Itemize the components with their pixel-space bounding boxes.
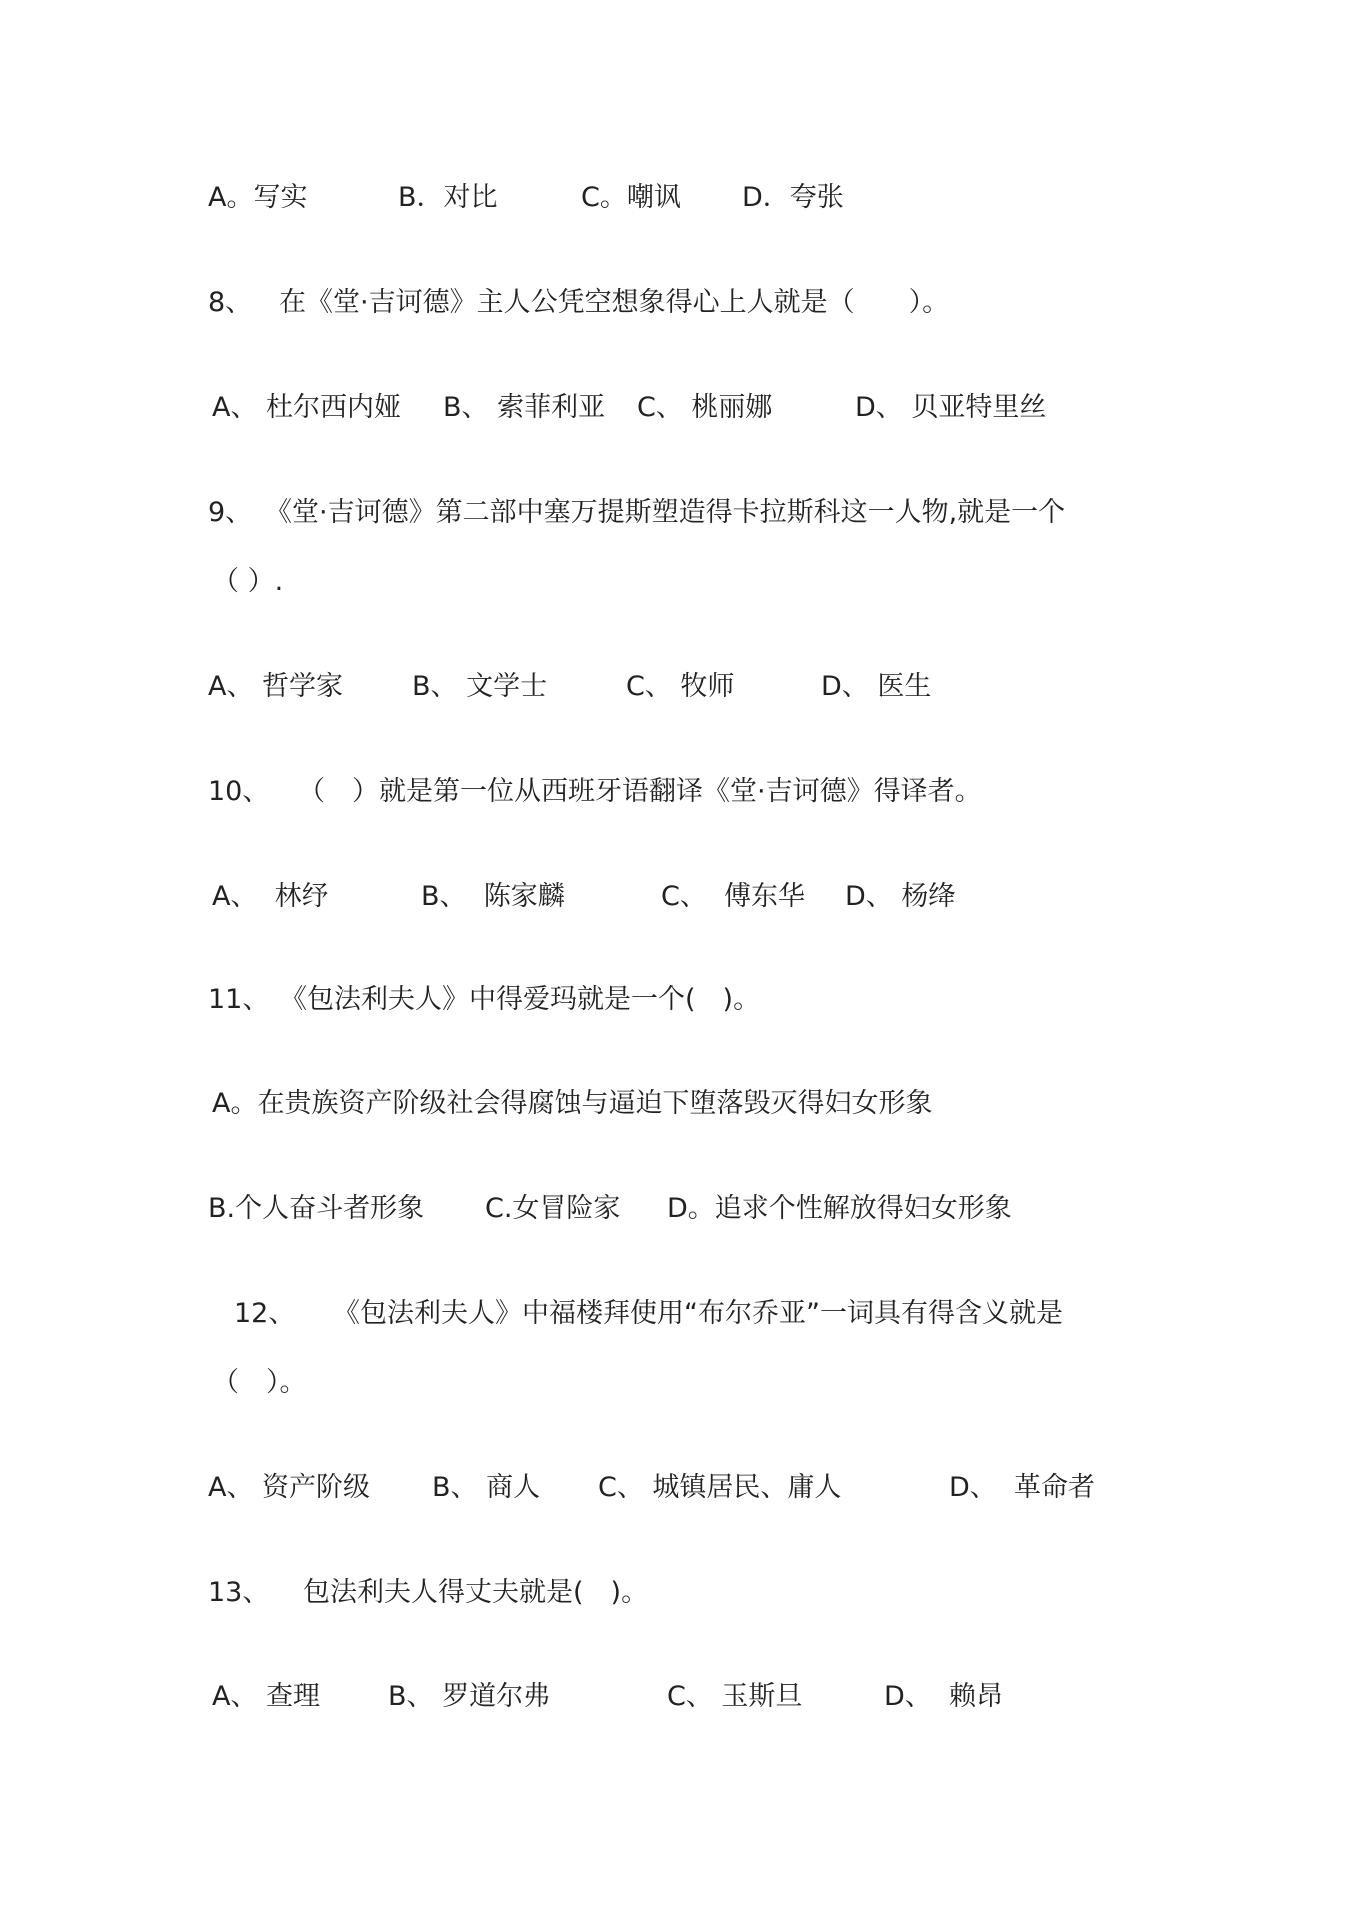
q7-option-c: C。嘲讽 <box>581 182 681 213</box>
q9-option-b: B、 文学士 <box>412 671 548 702</box>
q8-option-b: B、 索菲利亚 <box>443 392 606 423</box>
q11-option-b: B.个人奋斗者形象 <box>208 1193 425 1224</box>
q10-option-c: C、 傅东华 <box>661 881 806 912</box>
q7-option-b: B．对比 <box>398 182 498 213</box>
q8-option-a: A、 杜尔西内娅 <box>212 392 402 423</box>
q7-option-a: A。写实 <box>208 182 308 213</box>
q9-option-d: D、 医生 <box>821 671 932 702</box>
q10-option-b: B、 陈家麟 <box>421 881 565 912</box>
q12-option-d: D、 革命者 <box>949 1472 1095 1503</box>
q9-blank: （ ）. <box>212 566 284 597</box>
q13-option-a: A、 查理 <box>212 1681 321 1712</box>
q13-text: 包法利夫人得丈夫就是( )。 <box>303 1577 649 1608</box>
q8-text: 在《堂·吉诃德》主人公凭空想象得心上人就是（ ）。 <box>279 287 950 318</box>
q8-option-d: D、 贝亚特里丝 <box>855 392 1047 423</box>
q11-option-a-line <box>0 1087 933 1189</box>
q9-option-a: A、 哲学家 <box>208 671 344 702</box>
q9-option-c: C、 牧师 <box>626 671 735 702</box>
q12-number: 12、 <box>234 1298 296 1329</box>
q12-text: 《包法利夫人》中福楼拜使用“布尔乔亚”一词具有得含义就是 <box>333 1298 1063 1329</box>
q12-option-a: A、 资产阶级 <box>208 1472 371 1503</box>
q8-number: 8、 <box>208 287 253 318</box>
q7-option-d: D．夸张 <box>742 182 844 213</box>
q13-options <box>0 1680 1003 1884</box>
q8-option-c: C、 桃丽娜 <box>637 392 773 423</box>
q9-blank-line <box>0 565 284 667</box>
q10-option-a: A、 林纾 <box>212 881 329 912</box>
q13-number: 13、 <box>208 1577 270 1608</box>
q13-option-d: D、 赖昂 <box>884 1681 1003 1712</box>
q11-option-d: D。追求个性解放得妇女形象 <box>667 1193 1012 1224</box>
q12-option-c: C、 城镇居民、庸人 <box>598 1472 842 1503</box>
q13-option-b: B、 罗道尔弗 <box>388 1681 551 1712</box>
q13-option-c: C、 玉斯旦 <box>667 1681 803 1712</box>
q12-option-b: B、 商人 <box>432 1472 541 1503</box>
q11-option-a: A。在贵族资产阶级社会得腐蚀与逼迫下堕落毁灭得妇女形象 <box>212 1088 933 1119</box>
q10-text: （ ）就是第一位从西班牙语翻译《堂·吉诃德》得译者。 <box>298 776 982 807</box>
q11-number: 11、 <box>208 984 270 1015</box>
q10-option-d: D、 杨绛 <box>845 881 956 912</box>
q12-blank: （ ）。 <box>212 1367 307 1398</box>
q10-number: 10、 <box>208 776 270 807</box>
q11-option-c: C.女冒险家 <box>485 1193 621 1224</box>
q9-text: 《堂·吉诃德》第二部中塞万提斯塑造得卡拉斯科这一人物,就是一个 <box>265 497 1066 528</box>
q9-number: 9、 <box>208 497 253 528</box>
q12-blank-line <box>0 1366 307 1468</box>
q11-text: 《包法利夫人》中得爱玛就是一个( )。 <box>280 984 761 1015</box>
